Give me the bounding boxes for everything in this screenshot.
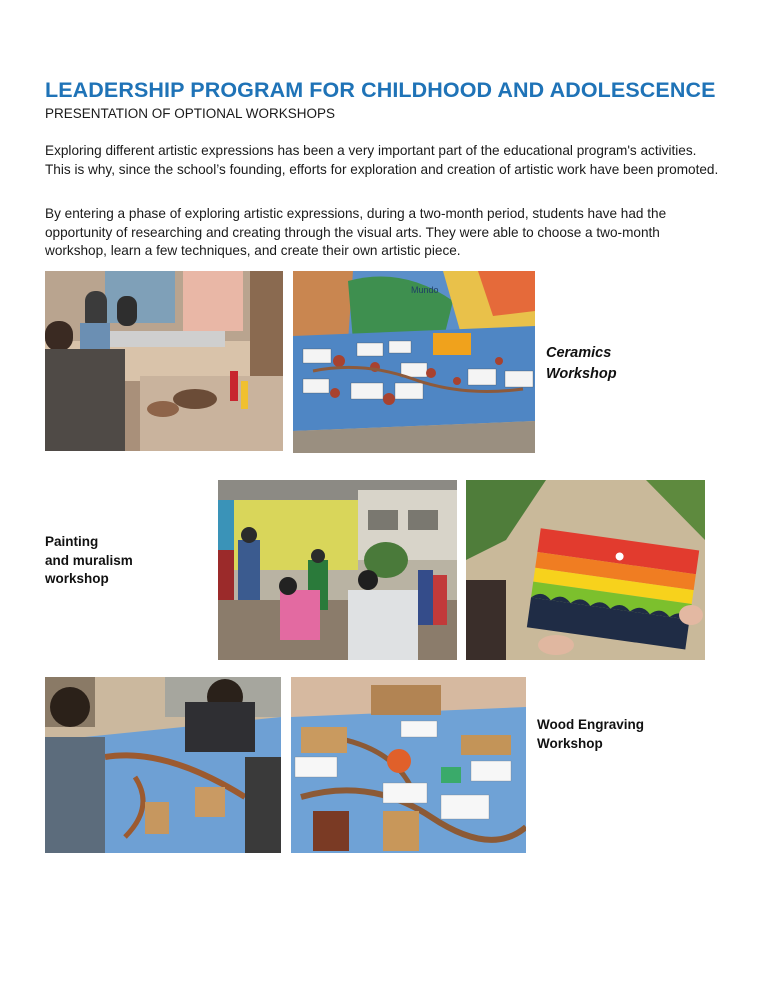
page-subtitle: PRESENTATION OF OPTIONAL WORKSHOPS (45, 106, 336, 121)
mural-text: Mundo (411, 285, 439, 295)
painting-photo-mural (218, 480, 457, 660)
program-paragraph: By entering a phase of exploring artistic expressions, during a two-month period, students have had the opportunity of researching and creating through the visual arts. They were able to choose a two-month workshop, learn a few techniques, and create their own artistic piece. (45, 206, 667, 258)
painting-label: Painting and muralism workshop (45, 534, 133, 586)
painting-photo-canvas (466, 480, 705, 660)
sunset-painting-illustration (466, 480, 705, 660)
ceramics-table-illustration (293, 271, 535, 453)
painting-mural-illustration (218, 480, 457, 660)
ceramics-label: Ceramics Workshop (546, 345, 617, 382)
intro-paragraph: Exploring different artistic expressions has been a very important part of the educational program's activities. This is why, since the school’s founding, efforts for exploration and creation of artistic work have been promoted. (45, 143, 719, 177)
wood-engraving-label: Wood Engraving Workshop (537, 717, 644, 751)
ceramics-students-illustration (45, 271, 283, 451)
wood-photo-students (45, 677, 281, 853)
ceramics-photo-table (293, 271, 535, 453)
wood-photo-table (291, 677, 526, 853)
wood-students-illustration (45, 677, 281, 853)
page-title: LEADERSHIP PROGRAM FOR CHILDHOOD AND ADOLESCENCE (45, 78, 716, 102)
ceramics-photo-students (45, 271, 283, 451)
wood-table-illustration (291, 677, 526, 853)
